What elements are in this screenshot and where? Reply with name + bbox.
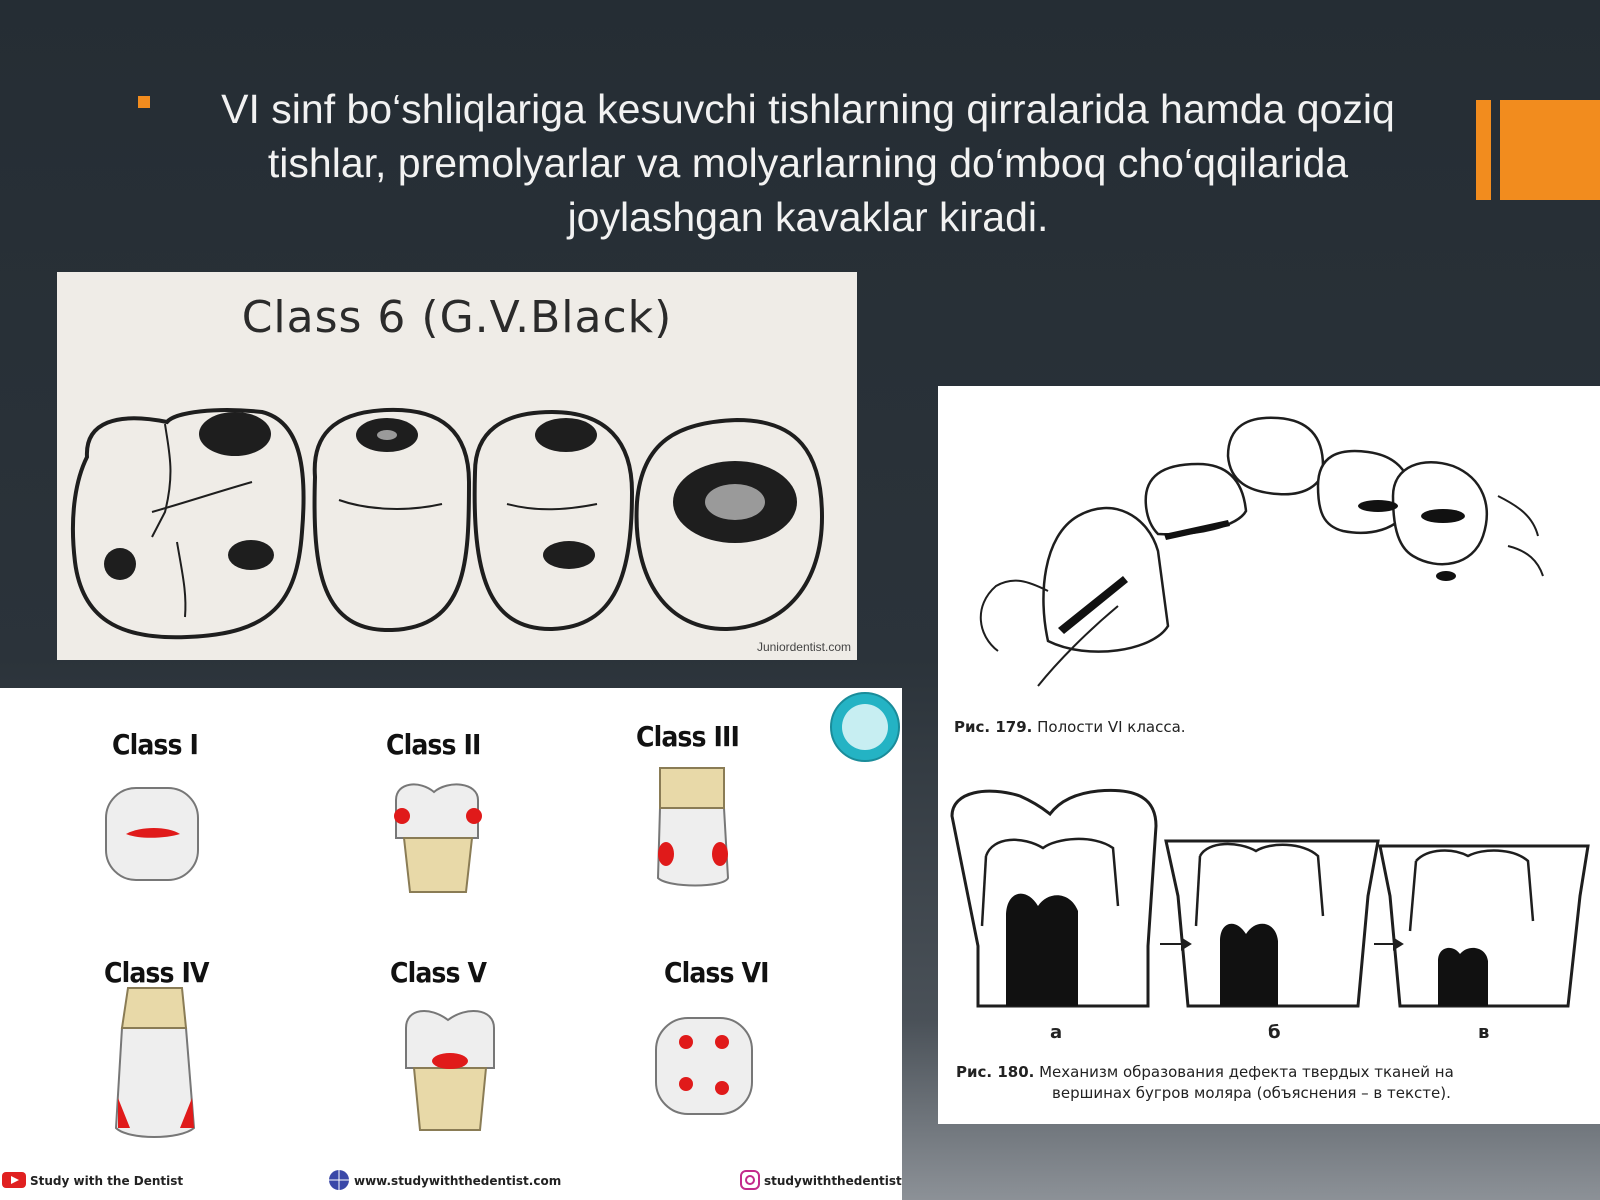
youtube-icon bbox=[2, 1172, 26, 1191]
russian-figures-image bbox=[938, 386, 1600, 1124]
dentist-logo-icon bbox=[830, 692, 900, 762]
footer-instagram-text: studywiththedentist bbox=[764, 1174, 902, 1188]
class4-tooth bbox=[116, 1028, 194, 1137]
bullet-block bbox=[130, 82, 1450, 244]
fig179-caption bbox=[954, 718, 1186, 736]
fig179-text: Полости VI класса. bbox=[1037, 718, 1186, 736]
stage-b-letter: б bbox=[1268, 1022, 1281, 1043]
accent-bar-thin bbox=[1476, 100, 1491, 200]
caries-classes-image bbox=[0, 688, 902, 1200]
globe-icon bbox=[328, 1169, 350, 1194]
gv-black-title: Class 6 (G.V.Black) bbox=[241, 292, 673, 343]
class-i-label: Class I bbox=[112, 728, 198, 761]
caries-classes-teeth bbox=[0, 688, 902, 1200]
class-iv-label: Class IV bbox=[104, 956, 209, 989]
bullet-marker bbox=[138, 96, 150, 108]
class-ii-label: Class II bbox=[386, 728, 481, 761]
fig180-number: Рис. 180. bbox=[956, 1063, 1035, 1081]
stage-a-letter: а bbox=[1050, 1022, 1063, 1043]
gv-black-class6-image bbox=[57, 272, 857, 660]
fig179-number: Рис. 179. bbox=[954, 718, 1033, 736]
textbook-figure-drawings bbox=[938, 386, 1600, 1124]
footer-youtube bbox=[2, 1170, 183, 1192]
footer-website bbox=[328, 1170, 561, 1192]
fig180-caption bbox=[956, 1062, 1454, 1104]
footer-instagram bbox=[740, 1170, 902, 1192]
footer-youtube-text: Study with the Dentist bbox=[30, 1174, 184, 1188]
gv-black-credit: Juniordentist.com bbox=[756, 640, 851, 654]
instagram-icon bbox=[740, 1170, 760, 1193]
class-v-label: Class V bbox=[390, 956, 487, 989]
class-iii-label: Class III bbox=[636, 720, 739, 753]
fig180-text-line1: Механизм образования дефекта твердых тканей на bbox=[1039, 1063, 1454, 1081]
class6-tooth bbox=[656, 1018, 752, 1114]
accent-bar-wide bbox=[1500, 100, 1600, 200]
bullet-text: VI sinf bo‘shliqlariga kesuvchi tishlarning qirralarida hamda qoziq tishlar, premolyarlar va molyarlarning do‘mboq cho‘qqilarida joylashgan kavaklar kiradi. bbox=[221, 86, 1395, 240]
class-vi-label: Class VI bbox=[664, 956, 769, 989]
footer-website-text: www.studywiththedentist.com bbox=[354, 1174, 562, 1188]
stage-v-letter: в bbox=[1478, 1022, 1490, 1043]
fig180-text-line2: вершинах бугров моляра (объяснения – в тексте). bbox=[1052, 1084, 1451, 1102]
